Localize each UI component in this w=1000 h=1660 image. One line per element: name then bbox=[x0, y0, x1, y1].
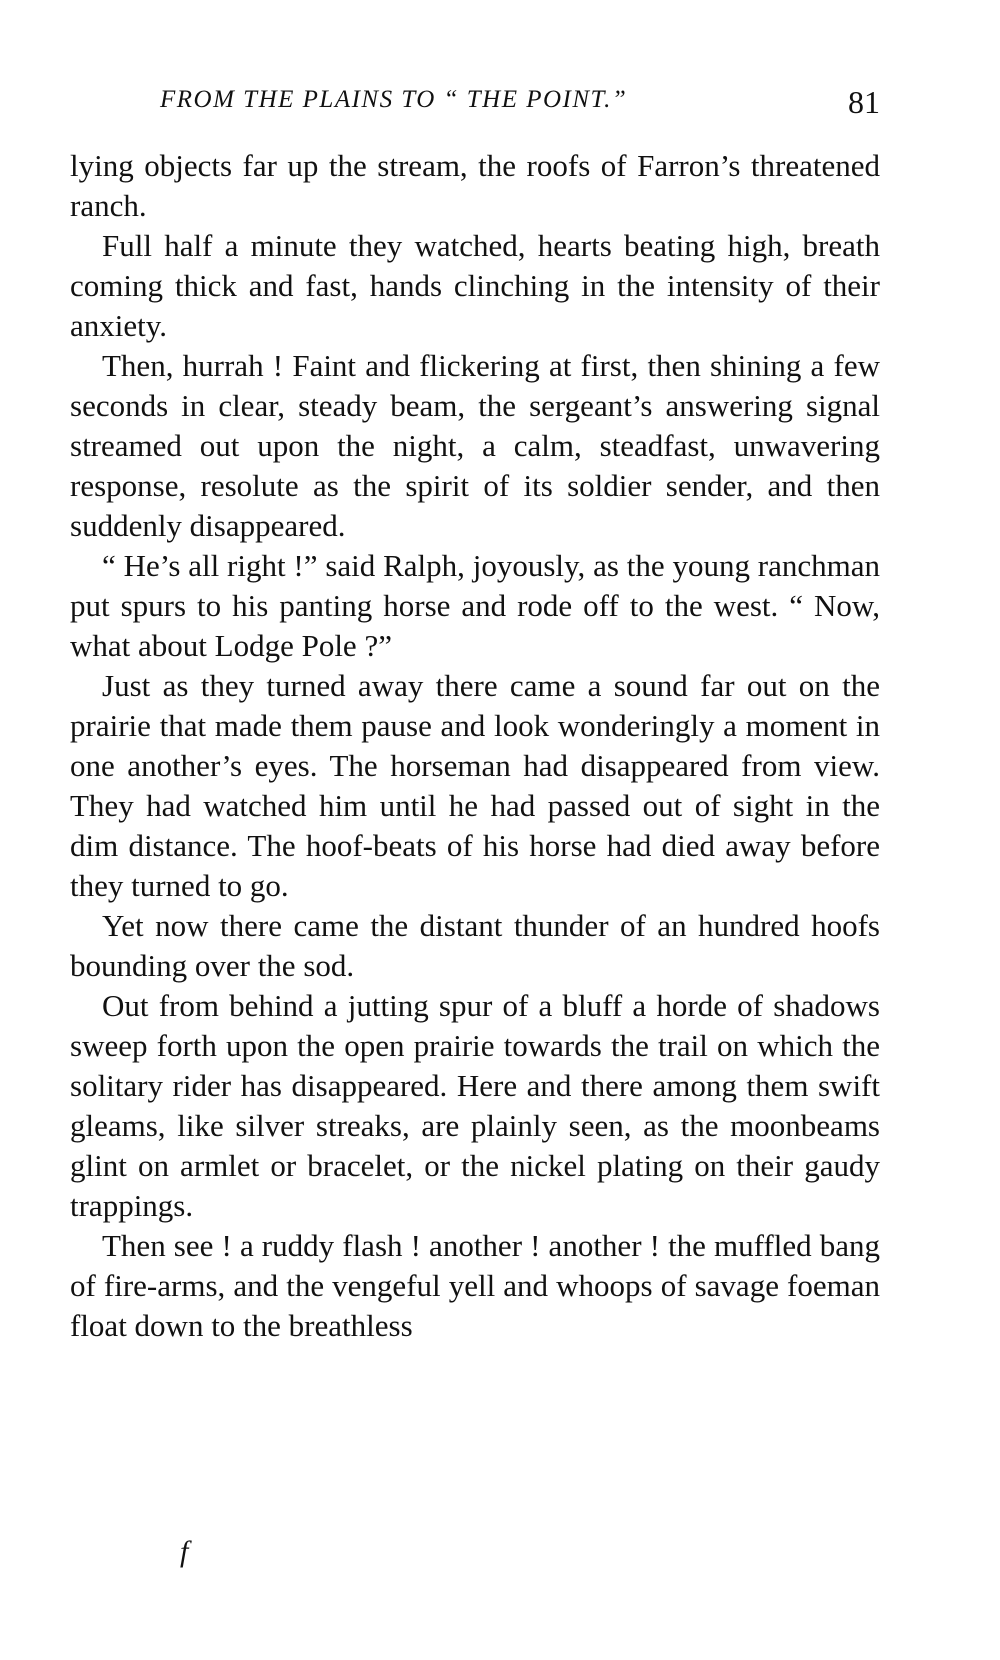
running-title: FROM THE PLAINS TO “ THE POINT.” bbox=[160, 86, 628, 113]
paragraph: Out from behind a jutting spur of a bluff a horde of shadows sweep forth upon the open prairie towards the trail on which the solitary rider has disappeared. Here and there among them swift gleams, like silver streaks, are plainly seen, as the moonbeams glint on armlet or bracelet, or the nickel plating on their gaudy trappings. bbox=[70, 988, 880, 1223]
paragraph: Yet now there came the distant thunder of an hundred hoofs bounding over the sod. bbox=[70, 908, 880, 983]
paragraph: Just as they turned away there came a sound far out on the prairie that made them pause and look wonderingly a moment in one another’s eyes. The horseman had disappeared from view. They had watched him until he had passed out of sight in the dim distance. The hoof-beats of his horse had died away before they turned to go. bbox=[70, 668, 880, 903]
paragraph: Full half a minute they watched, hearts beating high, breath coming thick and fast, hands clinching in the intensity of their anxiety. bbox=[70, 228, 880, 343]
page-number: 81 bbox=[848, 84, 880, 120]
paragraph: Then, hurrah ! Faint and flickering at first, then shining a few seconds in clear, steady beam, the sergeant’s answering signal streamed out upon the night, a calm, steadfast, unwavering response, resolute as the spirit of its soldier sender, and then suddenly disappeared. bbox=[70, 348, 880, 543]
body-text bbox=[70, 146, 880, 1346]
paragraph-continuation: lying objects far up the stream, the roofs of Farron’s threatened ranch. bbox=[70, 148, 880, 223]
running-head bbox=[70, 84, 880, 124]
signature-mark: f bbox=[180, 1535, 189, 1568]
paragraph: Then see ! a ruddy flash ! another ! another ! the muffled bang of fire-arms, and the vengeful yell and whoops of savage foeman float down to the breathless bbox=[70, 1228, 880, 1343]
paragraph: “ He’s all right !” said Ralph, joyously, as the young ranchman put spurs to his panting horse and rode off to the west. “ Now, what about Lodge Pole ?” bbox=[70, 548, 880, 663]
